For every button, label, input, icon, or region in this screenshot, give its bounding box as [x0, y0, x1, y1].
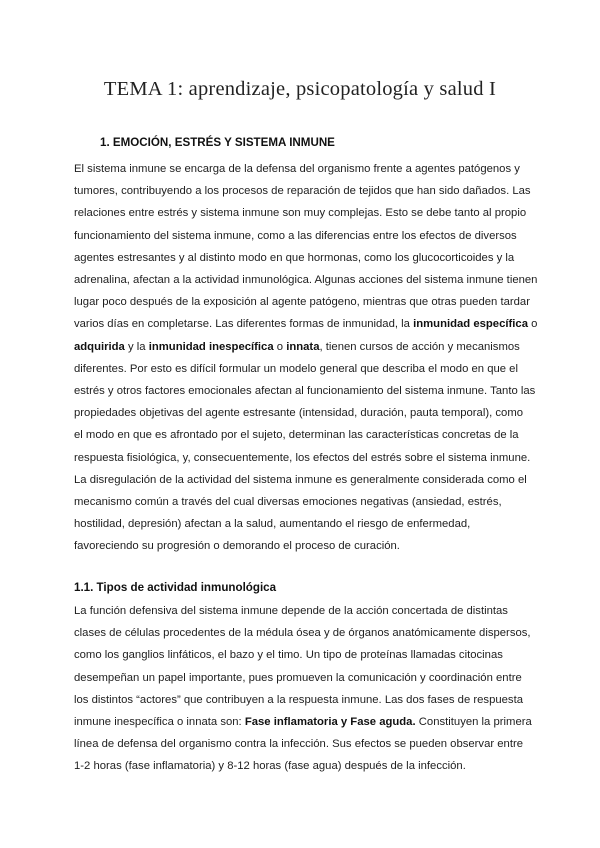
text-line: estrés y otros factores emocionales afectan al funcionamiento del sistema inmune. Tanto las [74, 385, 536, 398]
page-title: TEMA 1: aprendizaje, psicopatología y salud I [103, 78, 497, 100]
subsection-heading: 1.1. Tipos de actividad inmunológica [74, 581, 277, 594]
bold-term: inmunidad inespecífica [148, 340, 274, 353]
text-line: línea de defensa del organismo contra la infección. Sus efectos se pueden observar entre [74, 738, 524, 751]
text-run: Constituyen la primera [415, 716, 532, 729]
text-line: el modo en que es afrontado por el sujeto, determinan las características concretas de la [74, 429, 519, 442]
text-line: respuesta fisiológica, y, consecuentemente, los efectos del estrés sobre el sistema inmune. [74, 451, 531, 464]
text-line: lugar poco después de la exposición al agente patógeno, mientras que otras pueden tardar [74, 296, 530, 309]
text-run: varios días en completarse. Las diferentes formas de inmunidad, la [74, 318, 414, 331]
text-run: o [527, 318, 538, 331]
text-line: relaciones entre estrés y sistema inmune son muy complejas. Esto se debe tanto al propio [74, 207, 527, 220]
text-run: y la [124, 340, 149, 353]
bold-term: adquirida [74, 340, 125, 353]
bold-term: Fase inflamatoria y Fase aguda. [244, 716, 416, 729]
text-line [74, 313, 544, 335]
bold-term: innata [286, 340, 320, 353]
bold-term: inmunidad específica [413, 318, 528, 331]
text-line: El sistema inmune se encarga de la defensa del organismo frente a agentes patógenos y [74, 163, 520, 175]
text-line: desempeñan un papel importante, pues promueven la comunicación y coordinación entre [74, 671, 522, 684]
text-line: La disregulación de la actividad del sistema inmune es generalmente considerada como el [74, 473, 527, 486]
text-line: tumores, contribuyendo a los procesos de reparación de tejidos que han sido dañados. Las [74, 185, 531, 198]
text-run: , tienen cursos de acción y mecanismos [319, 340, 520, 353]
text-line: propiedades objetivas del agente estresante (intensidad, duración, pauta temporal), como [74, 407, 524, 420]
paragraph-2 [74, 600, 544, 778]
paragraph-1 [74, 158, 544, 558]
text-line: mecanismo común a través del cual diversas emociones negativas (ansiedad, estrés, [74, 496, 502, 509]
text-line: diferentes. Por esto es difícil formular un modelo general que describa el modo en que el [74, 362, 518, 375]
text-line: 1-2 horas (fase inflamatoria) y 8-12 horas (fase agua) después de la infección. [74, 760, 466, 773]
text-line: los distintos “actores” que contribuyen a la respuesta inmune. Las dos fases de respuesta [74, 693, 523, 706]
text-line [74, 711, 544, 733]
text-line: hostilidad, depresión) afectan a la salud, aumentando el riesgo de enfermedad, [74, 518, 471, 531]
text-line: adrenalina, afectan a la actividad inmunológica. Algunas acciones del sistema inmune tienen [74, 274, 538, 287]
text-line: favoreciendo su progresión o demorando el proceso de curación. [74, 540, 400, 553]
text-run: o [273, 340, 287, 353]
text-line: La función defensiva del sistema inmune depende de la acción concertada de distintas [74, 605, 508, 617]
text-line: como los ganglios linfáticos, el bazo y el timo. Un tipo de proteínas llamadas citocinas [74, 649, 503, 662]
text-run: inmune inespecífica o innata son: [74, 716, 245, 729]
text-line: agentes estresantes y al distinto modo en que hormonas, como los glucocorticoides y la [74, 251, 515, 264]
section-heading-1: 1. EMOCIÓN, ESTRÉS Y SISTEMA INMUNE [100, 136, 335, 149]
text-line: funcionamiento del sistema inmune, como a las diferencias entre los efectos de diversos [74, 229, 517, 242]
text-line [74, 336, 544, 358]
text-line: clases de células procedentes de la médula ósea y de órganos anatómicamente dispersos, [74, 627, 531, 640]
